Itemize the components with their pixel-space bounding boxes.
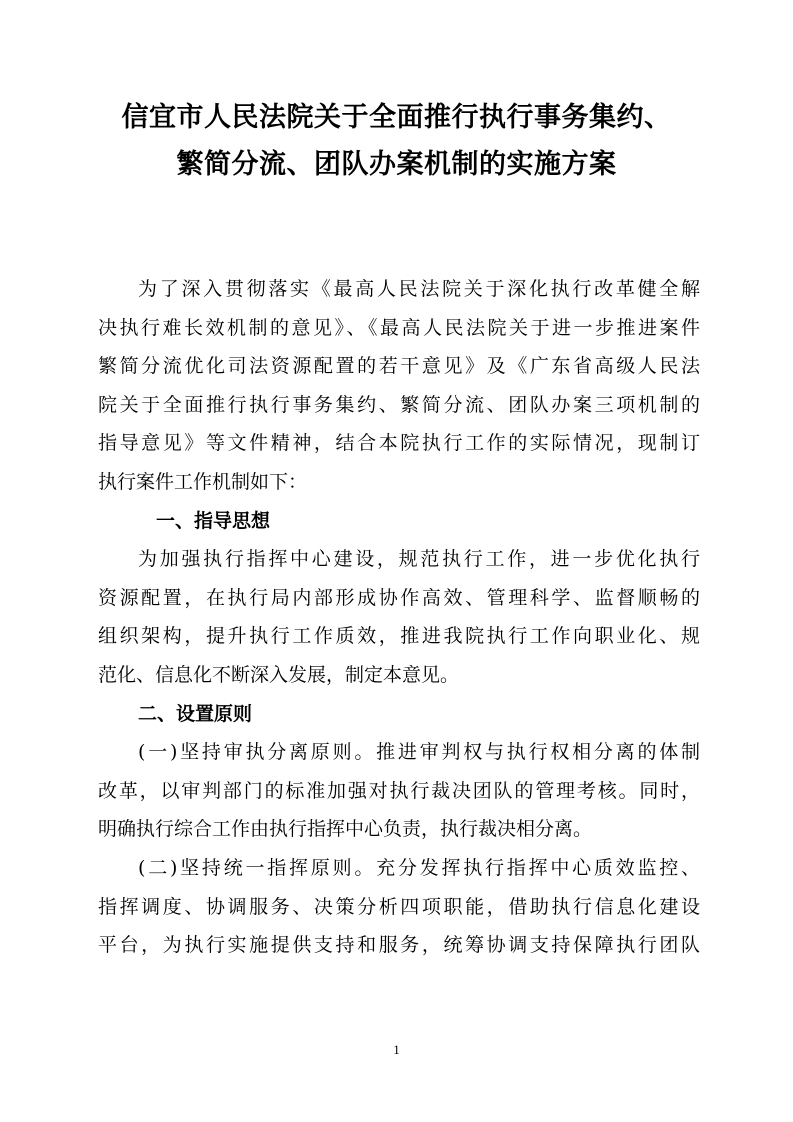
section1-line: 为加强执行指挥中心建设，规范执行工作，进一步优化执行 <box>138 548 700 571</box>
principle1-line: 改革，以审判部门的标准加强对执行裁决团队的管理考核。同时， <box>98 779 700 802</box>
intro-line: 为了深入贯彻落实《最高人民法院关于深化执行改革健全解 <box>138 278 700 300</box>
section1-line: 组织架构，提升执行工作质效，推进我院执行工作向职业化、规 <box>98 625 700 648</box>
document-title-line-2: 繁简分流、团队办案机制的实施方案 <box>176 149 617 180</box>
intro-line: 繁简分流优化司法资源配置的若干意见》及《广东省高级人民法 <box>98 355 700 378</box>
principle2-line: 平台，为执行实施提供支持和服务，统筹协调支持保障执行团队 <box>98 934 700 957</box>
section-heading-guiding-ideology: 一、指导思想 <box>156 509 271 532</box>
intro-line: 执行案件工作机制如下： <box>98 470 308 493</box>
principle2-line: 指挥调度、协调服务、决策分析四项职能，借助执行信息化建设 <box>98 895 700 918</box>
section-heading-principles: 二、设置原则 <box>138 702 253 725</box>
document-body <box>98 270 700 965</box>
document-title-line-1: 信宜市人民法院关于全面推行执行事务集约、 <box>121 102 672 133</box>
principle1-line: (一)坚持审执分离原则。推进审判权与执行权相分离的体制 <box>138 741 700 764</box>
intro-line: 院关于全面推行执行事务集约、繁简分流、团队办案三项机制的 <box>98 393 700 416</box>
section1-line: 资源配置，在执行局内部形成协作高效、管理科学、监督顺畅的 <box>98 586 700 609</box>
intro-line: 决执行难长效机制的意见》、《最高人民法院关于进一步推进案件 <box>98 316 700 339</box>
page-number: 1 <box>393 1042 400 1057</box>
principle2-line: (二)坚持统一指挥原则。充分发挥执行指挥中心质效监控、 <box>138 856 700 879</box>
intro-line: 指导意见》等文件精神，结合本院执行工作的实际情况，现制订 <box>98 432 700 455</box>
section1-line: 范化、信息化不断深入发展，制定本意见。 <box>98 663 460 686</box>
principle1-line: 明确执行综合工作由执行指挥中心负责，执行裁决相分离。 <box>98 818 593 841</box>
